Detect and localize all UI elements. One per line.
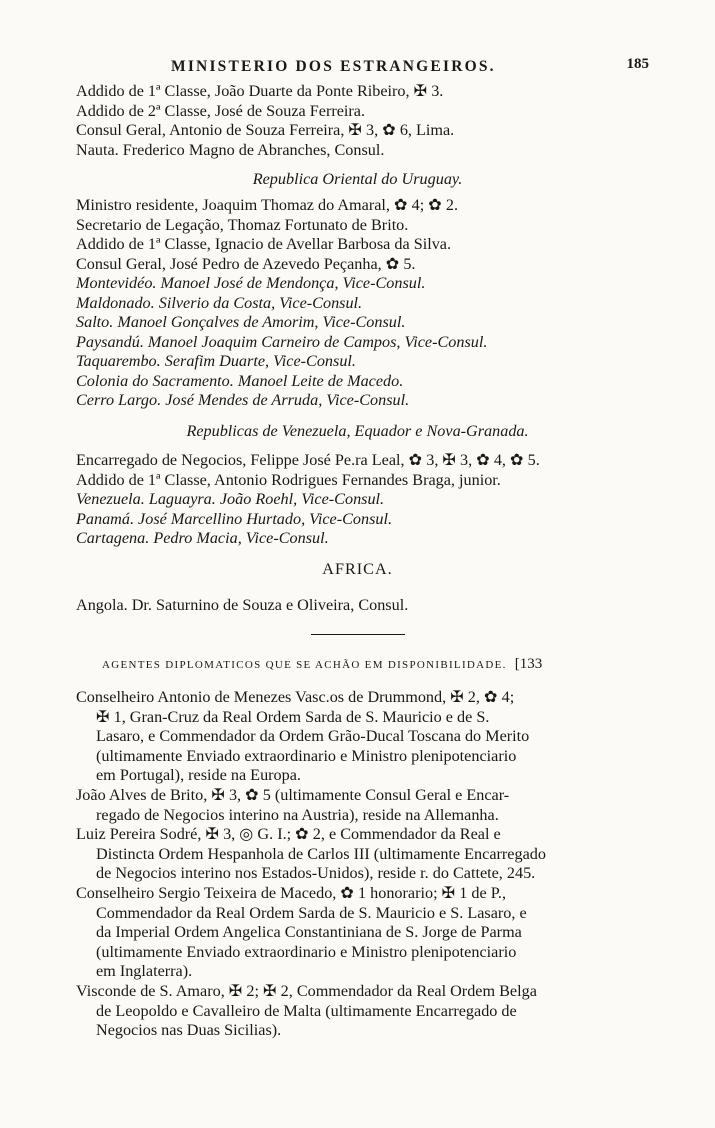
- agent-entry: [76, 786, 648, 884]
- entry-line: Lasaro, e Commendador da Ordem Grão-Ducal Toscana do Merito: [96, 727, 530, 746]
- entry-line: Panamá. José Marcellino Hurtado, Vice-Consul.: [76, 509, 393, 528]
- section-heading-venezuela: Republicas de Venezuela, Equador e Nova-Granada.: [186, 422, 529, 440]
- entry-line: Encarregado de Negocios, Felippe José Pe.ra Leal, ✿ 3, ✠ 3, ✿ 4, ✿ 5.: [76, 451, 540, 469]
- entry-line: Venezuela. Laguayra. João Roehl, Vice-Consul.: [76, 490, 385, 508]
- agents-heading-text: AGENTES DIPLOMATICOS QUE SE ACHÃO EM DISPONIBILIDADE.: [102, 659, 507, 671]
- entry-line: de Leopoldo e Cavalleiro de Malta (ultimamente Encarregado de: [96, 1001, 517, 1020]
- entry-line: em Inglaterra).: [96, 962, 193, 981]
- entry-line: Luiz Pereira Sodré, ✠ 3, ◎ G. I.; ✿ 2, e Commendador da Real e: [76, 825, 501, 844]
- entry-line: Paysandú. Manoel Joaquim Carneiro de Campos, Vice-Consul.: [76, 332, 488, 351]
- entry-line: Consul Geral, Antonio de Souza Ferreira, ✠ 3, ✿ 6, Lima.: [76, 121, 455, 139]
- entry-line: Visconde de S. Amaro, ✠ 2; ✠ 2, Commendador da Real Ordem Belga: [76, 981, 537, 1000]
- entry-line: Taquarembo. Serafim Duarte, Vice-Consul.: [76, 352, 356, 370]
- entry-line: Negocios nas Duas Sicilias).: [96, 1021, 282, 1040]
- entry-line: em Portugal), reside na Europa.: [96, 766, 301, 785]
- entry-line: João Alves de Brito, ✠ 3, ✿ 5 (ultimamente Consul Geral e Encar-: [76, 785, 510, 804]
- entry-line: da Imperial Ordem Angelica Constantiniana de S. Jorge de Parma: [96, 923, 522, 942]
- agents-heading-number: [133: [514, 656, 543, 672]
- venezuela-entries: [76, 451, 648, 549]
- uruguay-entries: [76, 196, 648, 411]
- africa-entries: [76, 596, 648, 616]
- entry-line: ✠ 1, Gran-Cruz da Real Ordem Sarda de S. Mauricio e de S.: [96, 707, 490, 726]
- entry-line: Addido de 2ª Classe, José de Souza Ferreira.: [76, 101, 366, 120]
- entry-line: Addido de 1ª Classe, João Duarte da Ponte Ribeiro, ✠ 3.: [76, 82, 444, 100]
- agents-entries: [76, 688, 648, 1041]
- entry-line: regado de Negocios interino na Austria), reside na Allemanha.: [96, 805, 499, 824]
- entry-line: Distincta Ordem Hespanhola de Carlos III (ultimamente Encarregado: [96, 844, 546, 863]
- entry-line: (ultimamente Enviado extraordinario e Ministro plenipotenciario: [96, 942, 517, 961]
- section-heading-uruguay: Republica Oriental do Uruguay.: [252, 170, 463, 188]
- entry-line: Salto. Manoel Gonçalves de Amorim, Vice-Consul.: [76, 313, 406, 331]
- entry-line: Montevidéo. Manoel José de Mendonça, Vice-Consul.: [76, 274, 426, 292]
- agent-entry: [76, 688, 648, 786]
- entry-line: Conselheiro Antonio de Menezes Vasc.os de Drummond, ✠ 2, ✿ 4;: [76, 688, 515, 706]
- entry-line: Commendador da Real Ordem Sarda de S. Mauricio e S. Lasaro, e: [96, 903, 527, 922]
- entry-line: Cerro Largo. José Mendes de Arruda, Vice-Consul.: [76, 391, 410, 409]
- entry-line: Angola. Dr. Saturnino de Souza e Oliveira, Consul.: [76, 596, 409, 614]
- section-divider: [311, 634, 405, 635]
- page-header: [76, 56, 649, 80]
- agent-entry: [76, 982, 648, 1041]
- entry-line: Conselheiro Sergio Teixeira de Macedo, ✿ 1 honorario; ✠ 1 de P.,: [76, 883, 506, 902]
- entry-line: Addido de 1ª Classe, Ignacio de Avellar Barbosa da Silva.: [76, 235, 452, 253]
- running-title: MINISTERIO DOS ESTRANGEIROS.: [171, 58, 496, 75]
- entry-line: Colonia do Sacramento. Manoel Leite de Macedo.: [76, 371, 404, 390]
- entry-line: Nauta. Frederico Magno de Abranches, Consul.: [76, 140, 385, 159]
- entry-line: Maldonado. Silverio da Costa, Vice-Consul.: [76, 293, 363, 312]
- agent-entry: [76, 884, 648, 982]
- section-heading-africa: AFRICA.: [322, 560, 393, 578]
- entry-line: Consul Geral, José Pedro de Azevedo Peçanha, ✿ 5.: [76, 254, 416, 273]
- entry-line: Cartagena. Pedro Macia, Vice-Consul.: [76, 529, 329, 547]
- entry-line: (ultimamente Enviado extraordinario e Ministro plenipotenciario: [96, 746, 517, 765]
- entry-line: de Negocios interino nos Estados-Unidos), reside r. do Cattete, 245.: [96, 864, 536, 883]
- entry-line: Ministro residente, Joaquim Thomaz do Amaral, ✿ 4; ✿ 2.: [76, 196, 458, 214]
- section-heading-agents: [102, 656, 662, 673]
- entry-line: Secretario de Legação, Thomaz Fortunato de Brito.: [76, 215, 409, 234]
- page-number: 185: [626, 56, 649, 72]
- entry-line: Addido de 1ª Classe, Antonio Rodrigues Fernandes Braga, junior.: [76, 470, 501, 489]
- lima-entries: [76, 82, 648, 160]
